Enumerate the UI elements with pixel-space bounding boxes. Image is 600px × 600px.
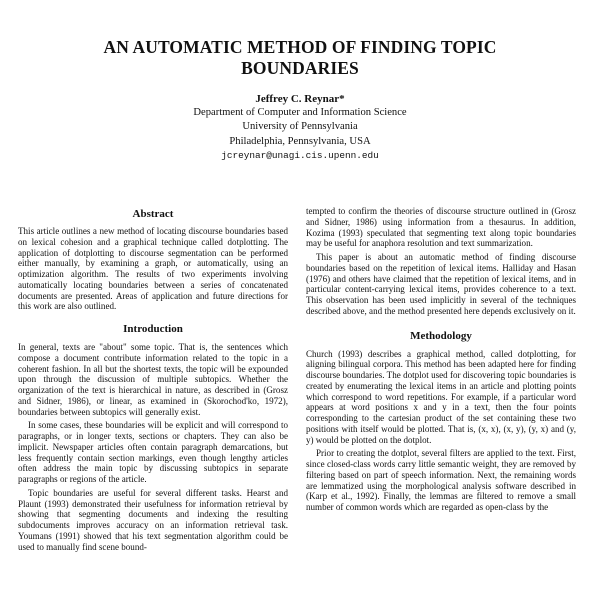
continued-paragraph-1: tempted to confirm the theories of discourse structure outlined in (Grosz and Sidner, 1986) using information from a thesaurus. In addition, Kozima (1993) speculated that segmenting text along topic boundaries may be useful for anaphora resolution and text summarization. bbox=[306, 206, 576, 249]
author-block bbox=[150, 92, 450, 163]
title-line-1: AN AUTOMATIC METHOD OF FINDING TOPIC bbox=[103, 37, 497, 57]
paper-title bbox=[60, 37, 540, 79]
author-university: University of Pennsylvania bbox=[242, 121, 358, 133]
method-paragraph-2: Prior to creating the dotplot, several filters are applied to the text. First, since closed-class words carry little semantic weight, they are removed by filtering based on part of speech information. Next, the remaining words are lemmatized using the morphological analysis software described in (Karp et al., 1992). Finally, the lemmas are filtered to remove a small number of common words which are regarded as open-class by the bbox=[306, 448, 576, 512]
continued-paragraph-2: This paper is about an automatic method of finding discourse boundaries based on the repetition of lexical items. Halliday and Hasan (1976) and others have claimed that the repetition of lexical items, and in particular content-carrying lexical items, provides coherence to a text. This observation has been used implicitly in several of the techniques described above, and the method presented here depends exclusively on it. bbox=[306, 252, 576, 316]
intro-paragraph-3: Topic boundaries are useful for several different tasks. Hearst and Plaunt (1993) demonstrated their usefulness for information retrieval by showing that segmenting documents and indexing the resulting subdocuments improves accuracy on an information retrieval task. Youmans (1991) showed that his text segmentation algorithm could be used to manually find scene bound- bbox=[18, 487, 288, 552]
title-line-2: BOUNDARIES bbox=[241, 58, 359, 78]
method-paragraph-1: Church (1993) describes a graphical method, called dotplotting, for aligning bilingual corpora. This method has been adapted here for finding discourse boundaries. The dotplot used for discovering topic boundaries is created by enumerating the lexical items in an article and plotting points which correspond to word repetitions. For example, if a particular word appears at word positions x and y in a text, then the four points corresponding to the cartesian product of the set containing these two positions with itself would be plotted. That is, (x, x), (x, y), (y, x) and (y, y) would be plotted on the dotplot. bbox=[306, 348, 576, 445]
author-email: jcreynar@unagi.cis.upenn.edu bbox=[221, 149, 379, 161]
left-column bbox=[18, 206, 288, 552]
author-location: Philadelphia, Pennsylvania, USA bbox=[229, 135, 371, 147]
intro-paragraph-2: In some cases, these boundaries will be explicit and will correspond to paragraphs, or in longer texts, sections or chapters. They can also be implicit. Newspaper articles often contain paragraph demarcations, but less frequently contain section markings, even though lengthy articles often address the main topic by discussing subtopics in separate paragraphs or regions of the article. bbox=[18, 420, 288, 484]
abstract-heading: Abstract bbox=[132, 208, 174, 220]
intro-paragraph-1: In general, texts are "about" some topic. That is, the sentences which compose a document contribute information related to the topic in a coherent fashion. In all but the shortest texts, the topic will be expounded upon through the discussion of multiple subtopics. Whether the organization of the text is hierarchical in nature, as described in (Grosz and Sidner, 1986), or linear, as examined in (Skorochod'ko, 1972), boundaries between subtopics will generally exist. bbox=[18, 342, 288, 417]
methodology-heading: Methodology bbox=[410, 329, 472, 342]
abstract-text: This article outlines a new method of locating discourse boundaries based on lexical cohesion and a graphical technique called dotplotting. The application of dotplotting to discourse segmentation can be performed either manually, by examining a graph, or automatically, using an optimization algorithm. The results of two experiments involving automatically locating boundaries between a series of concatenated documents are presented. Areas of application and future directions for this work are also outlined. bbox=[18, 226, 288, 312]
author-department: Department of Computer and Information Science bbox=[193, 107, 407, 119]
author-name: Jeffrey C. Reynar* bbox=[255, 93, 345, 105]
right-column bbox=[306, 206, 576, 513]
introduction-heading: Introduction bbox=[123, 323, 183, 335]
